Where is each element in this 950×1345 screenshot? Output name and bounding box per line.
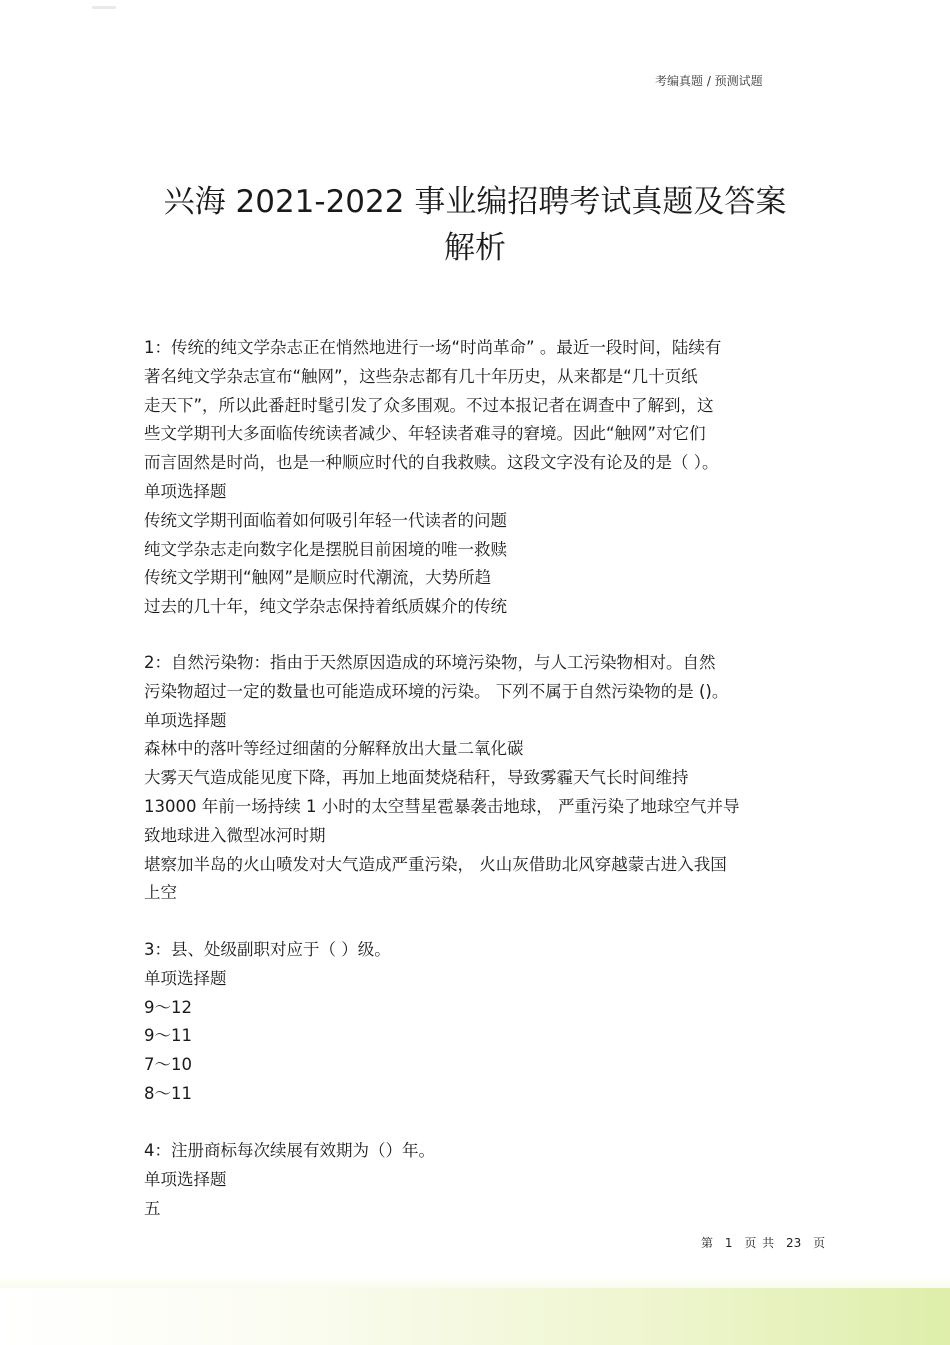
answer-option: 上空: [144, 883, 177, 903]
question-3: [144, 936, 824, 1109]
page-footer: [698, 1234, 828, 1251]
question-line: 而言固然是时尚，也是一种顺应时代的自我救赎。这段文字没有论及的是（ ）。: [144, 453, 719, 473]
question-line: 著名纯文学杂志宣布“触网”，这些杂志都有几十年历史，从来都是“几十页纸: [144, 366, 698, 386]
title-line-1: 兴海 2021-2022 事业编招聘考试真题及答案: [163, 183, 787, 220]
answer-option: 森林中的落叶等经过细菌的分解释放出大量二氧化碳: [144, 739, 524, 759]
answer-option: 堪察加半岛的火山喷发对大气造成严重污染， 火山灰借助北风穿越蒙古进入我国: [144, 854, 727, 874]
answer-option: 传统文学期刊面临着如何吸引年轻一代读者的问题: [144, 510, 507, 530]
header-note: 考编真题 / 预测试题: [655, 74, 763, 88]
answer-option: 13000 年前一场持续 1 小时的太空彗星雹暴袭击地球， 严重污染了地球空气并导: [144, 796, 740, 816]
answer-option: 纯文学杂志走向数字化是摆脱目前困境的唯一救赎: [144, 539, 507, 559]
footer-prefix: 第: [701, 1236, 714, 1250]
title-line-2: 解析: [444, 229, 506, 266]
question-2: [144, 649, 824, 908]
answer-option: 9～11: [144, 1026, 192, 1046]
answer-option: 致地球进入微型冰河时期: [144, 825, 326, 845]
question-type: 单项选择题: [144, 1169, 227, 1189]
answer-option: 7～10: [144, 1055, 192, 1075]
corner-mark: [92, 6, 116, 9]
question-type: 单项选择题: [144, 481, 227, 501]
question-line: 3：县、处级副职对应于（ ）级。: [144, 940, 391, 959]
question-1: [144, 334, 824, 622]
question-4: [144, 1137, 824, 1223]
document-title: [0, 179, 950, 271]
question-line: 1：传统的纯文学杂志正在悄然地进行一场“时尚革命” 。最近一段时间，陆续有: [144, 338, 722, 357]
answer-option: 8～11: [144, 1083, 192, 1103]
question-line: 走天下”，所以此番赶时髦引发了众多围观。不过本报记者在调查中了解到，这: [144, 395, 714, 415]
answer-option: 传统文学期刊“触网”是顺应时代潮流，大势所趋: [144, 568, 492, 588]
answer-option: 五: [144, 1198, 161, 1218]
question-line: 污染物超过一定的数量也可能造成环境的污染。 下列不属于自然污染物的是 ()。: [144, 681, 729, 701]
footer-middle: 页 共: [744, 1236, 775, 1250]
answer-option: 9～12: [144, 997, 192, 1017]
answer-option: 大雾天气造成能见度下降，再加上地面焚烧秸秆，导致雾霾天气长时间维持: [144, 768, 689, 788]
footer-page-number: 1: [724, 1236, 733, 1250]
question-line: 2：自然污染物：指由于天然原因造成的环境污染物，与人工污染物相对。自然: [144, 653, 716, 672]
question-line: 些文学期刊大多面临传统读者减少、年轻读者难寻的窘境。因此“触网”对它们: [144, 424, 706, 444]
question-line: 4：注册商标每次续展有效期为（）年。: [144, 1141, 435, 1160]
question-type: 单项选择题: [144, 710, 227, 730]
answer-option: 过去的几十年，纯文学杂志保持着纸质媒介的传统: [144, 597, 507, 617]
decorative-bottom-band: [0, 1288, 950, 1345]
footer-total-pages: 23: [785, 1236, 802, 1250]
question-type: 单项选择题: [144, 968, 227, 988]
footer-suffix: 页: [813, 1236, 826, 1250]
